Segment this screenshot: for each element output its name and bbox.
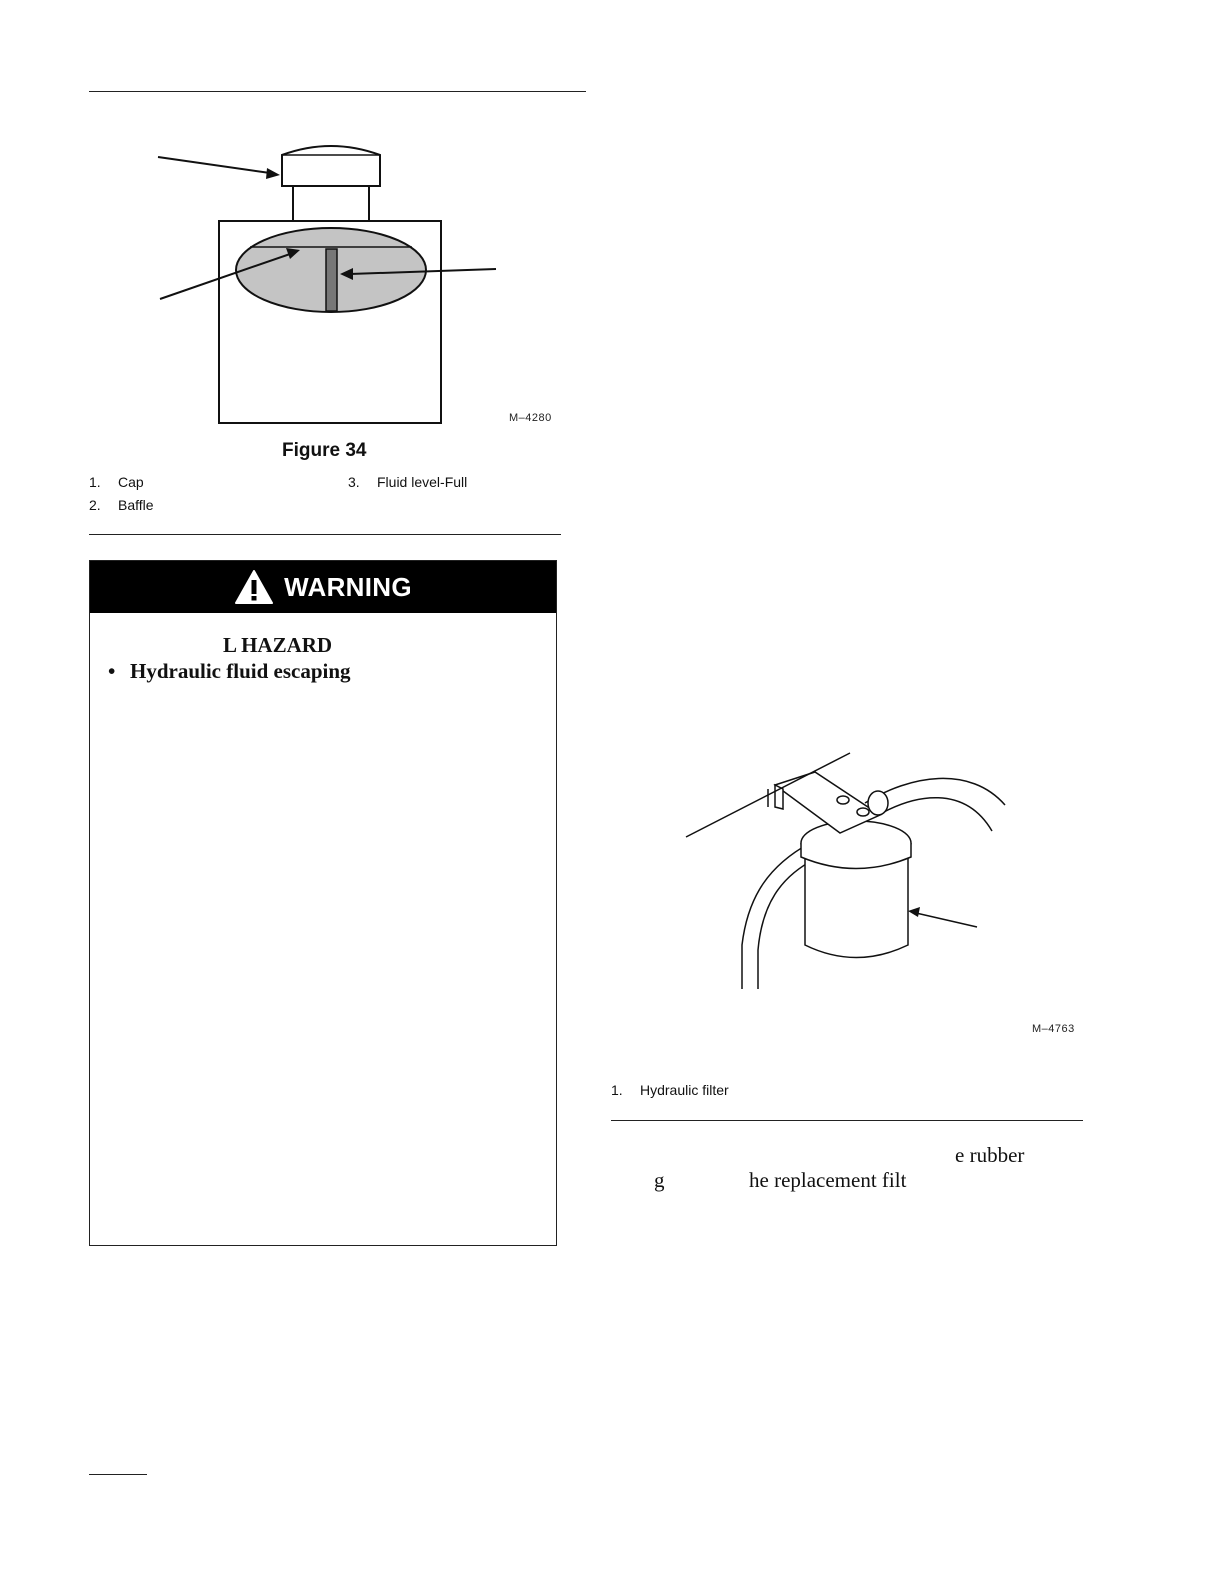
legend-item-cap — [89, 474, 144, 490]
legend-item-fluid-level — [348, 474, 467, 490]
footer-rule — [89, 1474, 147, 1475]
body-text-line-2a: g — [654, 1168, 665, 1192]
warning-box — [89, 560, 557, 1246]
figure-34-title: Figure 34 — [282, 440, 367, 461]
figure-34-bottom-rule — [89, 534, 561, 535]
figure-34-code: M–4280 — [509, 412, 552, 424]
figure-35-illustration — [680, 745, 1010, 995]
top-rule — [89, 91, 586, 92]
warning-signal-word: WARNING — [284, 571, 412, 602]
hydraulic-filter-drawing — [680, 745, 1010, 995]
warning-header — [90, 561, 556, 613]
legend-number: 2. — [89, 497, 101, 513]
legend-item-baffle — [89, 497, 154, 513]
hazard-title: L HAZARD — [223, 633, 333, 657]
body-text-line-2b: he replacement filt — [749, 1168, 907, 1192]
warning-triangle-icon — [234, 569, 274, 605]
hazard-bullet-text: Hydraulic fluid escaping — [130, 659, 351, 683]
legend-label: Hydraulic filter — [640, 1082, 729, 1098]
figure-35-bottom-rule — [611, 1120, 1083, 1121]
legend-number: 1. — [89, 474, 101, 490]
legend-label: Baffle — [118, 497, 154, 513]
legend-label: Fluid level-Full — [377, 474, 468, 490]
legend-number: 3. — [348, 474, 360, 490]
legend-item-hydraulic-filter — [611, 1082, 729, 1098]
hazard-bullet: • — [108, 659, 116, 683]
legend-label: Cap — [118, 474, 144, 490]
reservoir-drawing — [150, 135, 510, 435]
figure-34-illustration — [150, 135, 510, 435]
legend-number: 1. — [611, 1082, 623, 1098]
figure-35-code: M–4763 — [1032, 1023, 1075, 1035]
body-text-line-1: e rubber — [955, 1143, 1025, 1167]
